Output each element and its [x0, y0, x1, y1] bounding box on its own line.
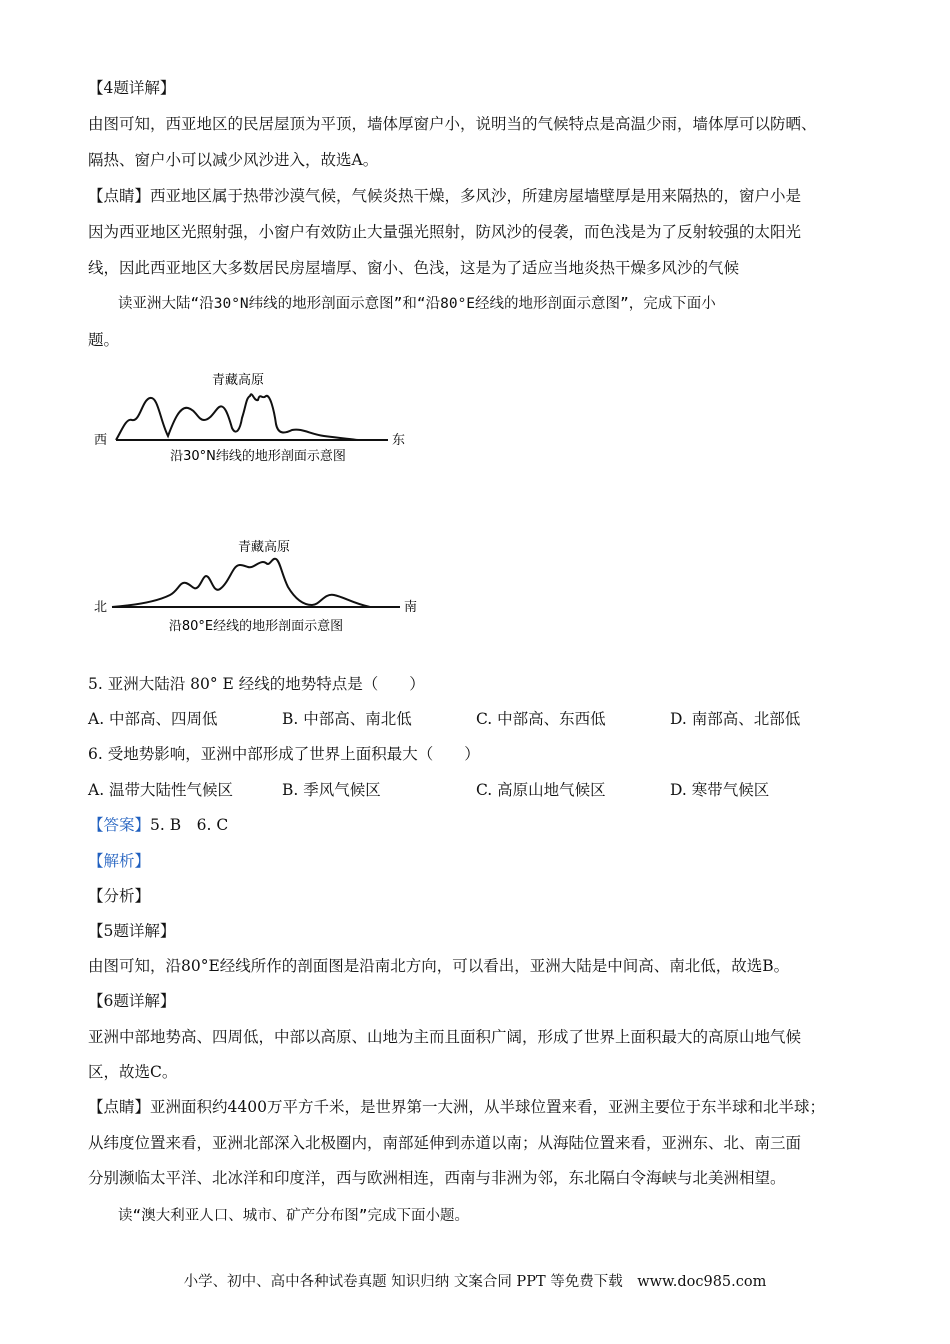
page-footer: 小学、初中、高中各种试卷真题 知识归纳 文案合同 PPT 等免费下载 www.doc985.com — [183, 1274, 767, 1290]
tip-text: 西亚地区属于热带沙漠气候，气候炎热干燥，多风沙，所建房屋墙壁厚是用来隔热的，窗户小是 — [150, 187, 802, 205]
west-label: 西 — [94, 433, 108, 448]
intro-next: 读“澳大利亚人口、城市、矿产分布图”完成下面小题。 — [118, 1208, 469, 1224]
detail5-heading: 【5题详解】 — [88, 922, 176, 940]
detail6-text: 亚洲中部地势高、四周低，中部以高原、山地为主而且面积广阔，形成了世界上面积最大的高原山地气候 — [88, 1028, 802, 1046]
tip6-text: 分别濒临太平洋、北冰洋和印度洋，西与欧洲相连，西南与非洲为邻，东北隔白令海峡与北美洲相望。 — [88, 1169, 786, 1187]
detail5-text: 由图可知，沿80°E经线所作的剖面图是沿南北方向，可以看出，亚洲大陆是中间高、南北低，故选B。 — [88, 957, 790, 975]
q6-option-b: B. 季风气候区 — [282, 781, 381, 799]
q6-option-c: C. 高原山地气候区 — [476, 781, 606, 799]
south-label: 南 — [404, 600, 418, 615]
q6-option-d: D. 寒带气候区 — [670, 781, 770, 799]
figure-caption: 沿30°N纬线的地形剖面示意图 — [170, 449, 346, 464]
peak-label: 青藏高原 — [211, 373, 265, 388]
profile-80e-figure — [88, 535, 428, 640]
q6-stem: 6. 受地势影响，亚洲中部形成了世界上面积最大（ ） — [88, 745, 480, 763]
tip-label: 【点睛】 — [88, 187, 151, 205]
north-label: 北 — [94, 600, 108, 615]
q5-option-b: B. 中部高、南北低 — [282, 710, 412, 728]
q6-option-a: A. 温带大陆性气候区 — [88, 781, 234, 799]
tip6-text: 从纬度位置来看，亚洲北部深入北极圈内，南部延伸到赤道以南；从海陆位置来看，亚洲东、北、南三面 — [88, 1134, 802, 1152]
profile-30n-figure — [88, 370, 428, 470]
answer-label: 【答案】 — [88, 816, 151, 834]
figure-caption: 沿80°E经线的地形剖面示意图 — [168, 619, 344, 634]
terrain-profile-line — [116, 394, 358, 440]
intro-q5: 题。 — [88, 331, 120, 349]
q5-option-c: C. 中部高、东西低 — [476, 710, 606, 728]
q4-detail-heading: 【4题详解】 — [88, 79, 176, 97]
tip-label: 【点睛】 — [88, 1098, 151, 1116]
terrain-profile-line — [112, 559, 370, 607]
detail6-heading: 【6题详解】 — [88, 992, 176, 1010]
q4-tip-text: 线，因此西亚地区大多数居民房屋墙厚、窗小、色浅，这是为了适应当地炎热干燥多风沙的气候 — [88, 259, 740, 277]
q5-option-d: D. 南部高、北部低 — [670, 710, 801, 728]
q4-tip — [88, 186, 801, 206]
q4-tip-text: 因为西亚地区光照射强，小窗户有效防止大量强光照射，防风沙的侵袭，而色浅是为了反射较强的太阳光 — [88, 223, 802, 241]
east-label: 东 — [392, 433, 406, 448]
q4-detail-text: 由图可知，西亚地区的民居屋顶为平顶，墙体厚窗户小，说明当的气候特点是高温少雨，墙体厚可以防晒、 — [88, 115, 817, 133]
tip6 — [88, 1097, 825, 1117]
q4-detail-text: 隔热、窗户小可以减少风沙进入，故选A。 — [88, 151, 379, 169]
q5-stem: 5. 亚洲大陆沿 80° E 经线的地势特点是（ ） — [88, 675, 425, 693]
detail6-text: 区，故选C。 — [88, 1063, 178, 1081]
answer-line — [88, 815, 228, 835]
intro-q5: 读亚洲大陆“沿30°N纬线的地形剖面示意图”和“沿80°E经线的地形剖面示意图”，完成下面小 — [118, 296, 716, 312]
peak-label: 青藏高原 — [237, 540, 291, 555]
tip-text: 亚洲面积约4400万平方千米，是世界第一大洲，从半球位置来看，亚洲主要位于东半球和北半球； — [150, 1098, 825, 1116]
fenxi-label: 【分析】 — [88, 887, 151, 905]
answer-text: 5. B 6. C — [150, 816, 229, 834]
q5-option-a: A. 中部高、四周低 — [88, 710, 218, 728]
analysis-label: 【解析】 — [88, 852, 151, 870]
